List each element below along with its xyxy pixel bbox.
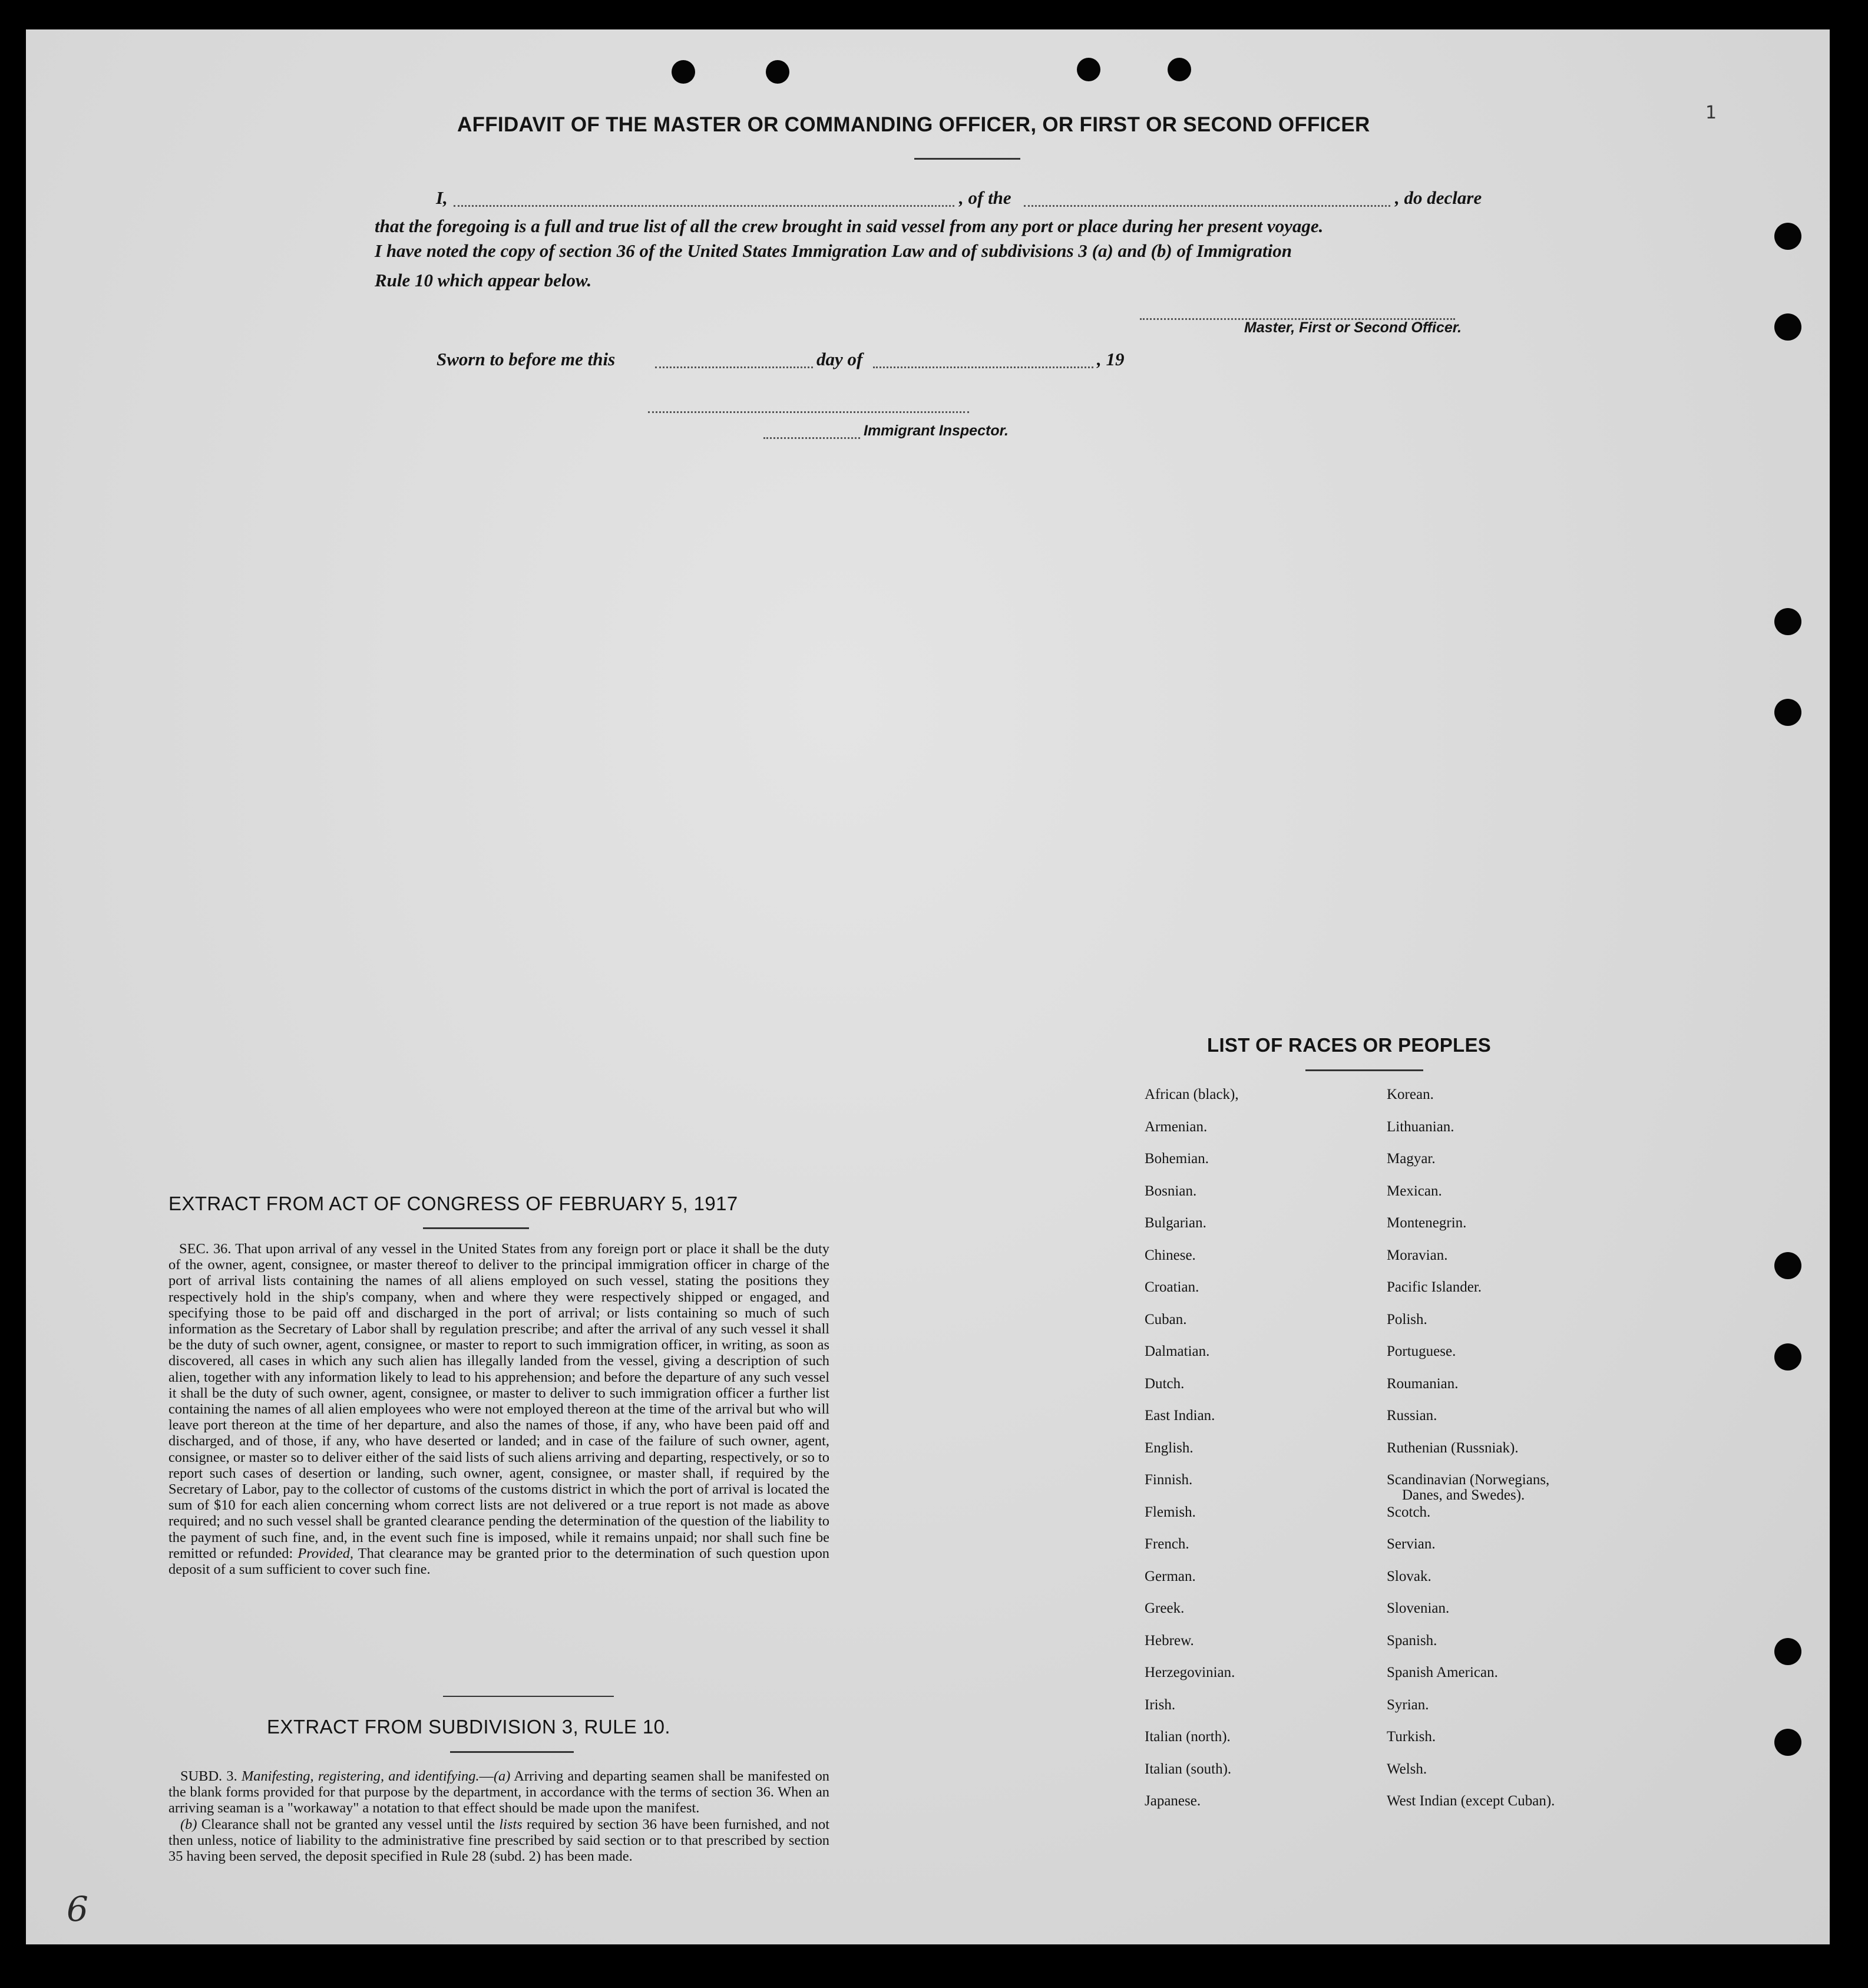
vessel-fill-line xyxy=(1024,205,1390,207)
name-fill-line xyxy=(454,205,954,207)
race-item: Ruthenian (Russniak). xyxy=(1387,1439,1519,1456)
race-item: Greek. xyxy=(1145,1600,1185,1616)
race-item: Polish. xyxy=(1387,1311,1427,1327)
title-divider xyxy=(914,158,1020,160)
race-item: Syrian. xyxy=(1387,1696,1429,1713)
month-fill-line xyxy=(873,366,1093,368)
para-a-text: Arriving and departing seamen shall be manifested on the blank forms provided for that purpose by the department, in accordance with the terms of section 36. When an arriving seaman is a "workaway" a notation to that effect should be made upon the manifest. xyxy=(168,1768,829,1817)
affidavit-line-3: Rule 10 which appear below. xyxy=(375,270,592,290)
race-item: Magyar. xyxy=(1387,1151,1436,1167)
race-item: Turkish. xyxy=(1387,1729,1436,1745)
subd-label: SUBD. 3. xyxy=(180,1768,237,1784)
race-item: Chinese. xyxy=(1145,1247,1196,1263)
para-b-text2: required by section 36 have been furnished, and not then unless, notice of liability to the administrative fine prescribed by said section or to that prescribed by section 35 having been served, the deposit specified in Rule 28 (subd. 2) has been made. xyxy=(168,1816,829,1865)
extract-rule-title: EXTRACT FROM SUBDIVISION 3, RULE 10. xyxy=(267,1716,670,1738)
para-b-text1: Clearance shall not be granted any vessel until the xyxy=(197,1816,500,1832)
extract-act-title: EXTRACT FROM ACT OF CONGRESS OF FEBRUARY 5, 1917 xyxy=(168,1193,738,1214)
punch-hole xyxy=(1774,1252,1801,1279)
race-item: Korean. xyxy=(1387,1087,1434,1102)
race-item: Dalmatian. xyxy=(1145,1343,1210,1359)
sec-text-part1: That upon arrival of any vessel in the United States from any foreign port or place it shall be the duty of the owner, agent, consignee, or master thereof to deliver to the principal immigration officer in charge of the port of arrival lists containing the names of all aliens employed on such vessel, stating the positions they respectively hold in the ship's company, when and where they were respectively shipped or engaged, and specifying those to be paid off and discharged in the port of arrival; or lists containing so much of such information as the Secretary of Labor shall by regulation prescribe; and after the arrival of any such vessel it shall be the duty of such owner, agent, consignee, or master to report to such immigration officer, in writing, as soon as discovered, all cases in which any such alien has illegally landed from the vessel, giving a description of such alien, together with any information likely to lead to his apprehension; and before the departure of any such vessel it shall be the duty of such owner, agent, consignee, or master to deliver to such immigration officer a further list containing the names of all alien employees who were not employed thereon at the time of the arrival but who will leave port thereon at the time of her departure, and also the names of those, if any, who have been paid off and discharged, and of those, if any, who have deserted or landed; and in case of the failure of such owner, agent, consignee, or master so to deliver either of the said lists of such aliens arriving and departing, respectively, or so to report such cases of desertion or landing, such owner, agent, consignee, or master shall, if required by the Secretary of Labor, pay to the collector of customs of the customs district in which the port of arrival is located the sum of $10 for each alien concerning whom correct lists are not delivered or a true report is not made as above required; and no such vessel shall be granted clearance pending the determination of the question of the liability to the payment of such fine, and, in the event such fine is imposed, while it remains unpaid; nor shall such fine be remitted or refunded: xyxy=(168,1241,829,1561)
sec-text-part2: That clearance may be granted prior to the determination of such question upon deposit of a sum sufficient to cover such fine. xyxy=(168,1545,829,1578)
race-item: Irish. xyxy=(1145,1696,1176,1713)
provided-label: Provided, xyxy=(297,1545,353,1561)
punch-hole xyxy=(1774,1343,1801,1371)
inspector-signature-line xyxy=(648,411,969,413)
race-item: Pacific Islander. xyxy=(1387,1279,1482,1295)
affidavit-lead-declare: , do declare xyxy=(1395,187,1482,208)
race-item: English. xyxy=(1145,1439,1193,1456)
para-a-mark: (a) xyxy=(493,1768,511,1784)
race-item: West Indian (except Cuban). xyxy=(1387,1793,1555,1809)
race-item: Spanish American. xyxy=(1387,1665,1498,1680)
race-item: German. xyxy=(1145,1568,1196,1584)
inspector-label: Immigrant Inspector. xyxy=(864,422,1009,439)
para-b-lists: lists xyxy=(499,1816,523,1832)
affidavit-line-1: that the foregoing is a full and true list of all the crew brought in said vessel from any port or place during her present voyage. xyxy=(375,216,1324,236)
affidavit-lead-of: , of the xyxy=(959,187,1011,208)
race-item: Armenian. xyxy=(1145,1118,1208,1135)
race-item: East Indian. xyxy=(1145,1408,1215,1424)
race-item: Flemish. xyxy=(1145,1504,1196,1520)
race-item: Scandinavian (Norwegians, xyxy=(1387,1472,1550,1488)
year-label: , 19 xyxy=(1097,349,1125,369)
race-item: Slovak. xyxy=(1387,1568,1431,1584)
punch-hole xyxy=(766,60,789,84)
race-item: Slovenian. xyxy=(1387,1600,1450,1616)
punch-hole xyxy=(672,60,695,84)
master-signature-label: Master, First or Second Officer. xyxy=(1244,319,1462,336)
affidavit-lead-i: I, xyxy=(436,187,448,208)
race-item: Moravian. xyxy=(1387,1247,1448,1263)
punch-hole xyxy=(1774,313,1801,341)
punch-hole xyxy=(1774,1729,1801,1756)
punch-hole xyxy=(1774,1638,1801,1665)
race-item: Finnish. xyxy=(1145,1472,1193,1488)
race-item: Hebrew. xyxy=(1145,1632,1194,1649)
race-item: Servian. xyxy=(1387,1536,1436,1552)
race-item: Mexican. xyxy=(1387,1183,1442,1199)
race-item: Japanese. xyxy=(1145,1793,1201,1809)
extract-act-divider xyxy=(423,1227,529,1229)
para-b-mark: (b) xyxy=(180,1816,197,1832)
race-item: Italian (north). xyxy=(1145,1729,1231,1745)
race-item: Danes, and Swedes). xyxy=(1402,1487,1525,1503)
affidavit-line-2: I have noted the copy of section 36 of the United States Immigration Law and of subdivisions 3 (a) and (b) of Immigration xyxy=(375,240,1292,261)
subd-heading: Manifesting, registering, and identifying. xyxy=(241,1768,480,1784)
affidavit-title: AFFIDAVIT OF THE MASTER OR COMMANDING OFFICER, OR FIRST OR SECOND OFFICER xyxy=(457,113,1370,136)
scanned-sheet xyxy=(26,29,1830,1944)
race-item: Scotch. xyxy=(1387,1504,1431,1520)
race-item: Herzegovinian. xyxy=(1145,1665,1235,1680)
race-item: Russian. xyxy=(1387,1408,1437,1424)
handwritten-page-number: 6 xyxy=(67,1889,88,1929)
races-title: LIST OF RACES OR PEOPLES xyxy=(1207,1034,1492,1056)
race-item: Lithuanian. xyxy=(1387,1118,1454,1135)
race-item: Portuguese. xyxy=(1387,1343,1456,1359)
extract-act-end-divider xyxy=(443,1696,614,1697)
inspector-lead-line xyxy=(763,437,860,439)
race-item: Bulgarian. xyxy=(1145,1215,1206,1231)
handwritten-corner-mark: 1 xyxy=(1705,103,1717,123)
race-item: Bosnian. xyxy=(1145,1183,1197,1199)
extract-act-body xyxy=(168,1241,829,1577)
race-item: French. xyxy=(1145,1536,1189,1552)
punch-hole xyxy=(1774,608,1801,635)
race-item: Montenegrin. xyxy=(1387,1215,1467,1231)
race-item: Cuban. xyxy=(1145,1311,1187,1327)
race-item: Welsh. xyxy=(1387,1761,1427,1777)
extract-rule-body: SUBD. 3. Manifesting, registering, and identifying.—(a) Arriving and departing seamen shall be manifested on the blank forms provided for that purpose by the department, in accordance with the terms of section 36. When an arriving seaman is a "workaway" a notation to that effect should be made upon the manifest. (b) Clearance shall not be granted any vessel until the lists required by section 36 have been furnished, and not then unless, notice of liability to the administrative fine prescribed by said section or to that prescribed by section 35 having been served, the deposit specified in Rule 28 (subd. 2) has been made. xyxy=(168,1768,829,1865)
race-item: Dutch. xyxy=(1145,1375,1185,1392)
punch-hole xyxy=(1774,699,1801,726)
sec-label: SEC. 36. xyxy=(179,1241,232,1257)
sworn-label: Sworn to before me this xyxy=(437,349,616,369)
punch-hole xyxy=(1077,58,1100,81)
race-item: Bohemian. xyxy=(1145,1151,1209,1167)
day-fill-line xyxy=(655,366,813,368)
punch-hole xyxy=(1774,223,1801,250)
race-item: Italian (south). xyxy=(1145,1761,1232,1777)
day-of-label: day of xyxy=(816,349,863,369)
race-item: Croatian. xyxy=(1145,1279,1199,1295)
race-item: African (black), xyxy=(1145,1087,1239,1102)
extract-rule-divider xyxy=(450,1751,574,1753)
races-divider xyxy=(1305,1069,1423,1071)
race-item: Spanish. xyxy=(1387,1632,1437,1649)
race-item: Roumanian. xyxy=(1387,1375,1459,1392)
punch-hole xyxy=(1168,58,1191,81)
